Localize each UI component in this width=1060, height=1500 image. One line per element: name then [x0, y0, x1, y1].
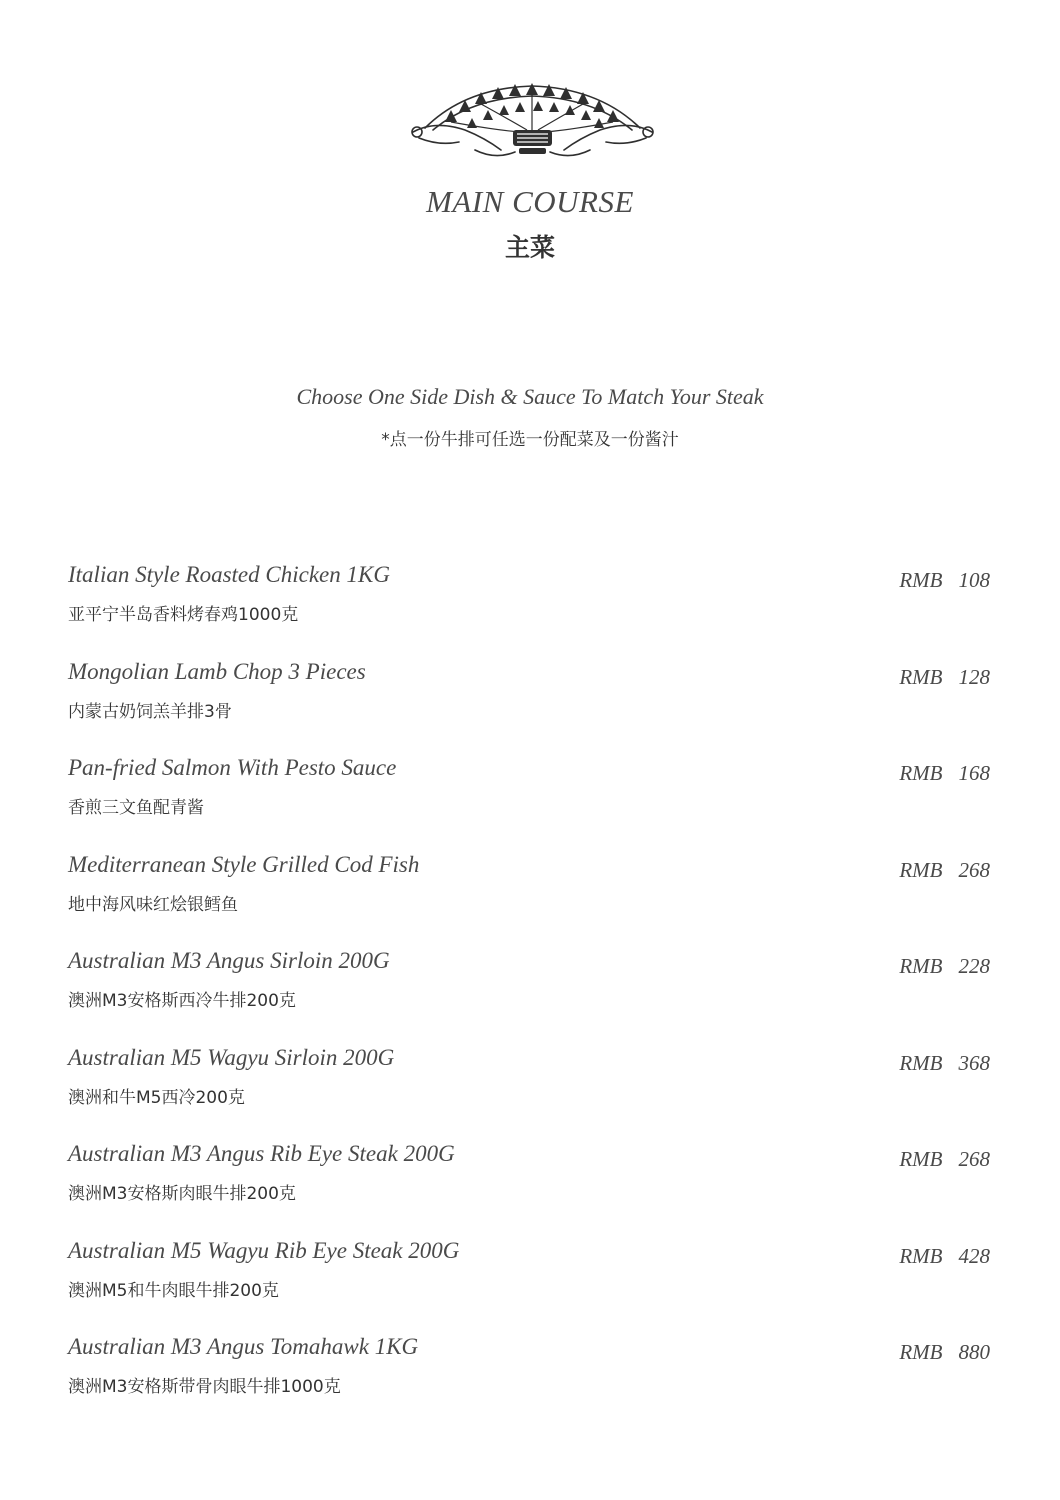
dish-name-chinese: 澳洲M3安格斯肉眼牛排200克	[68, 1184, 296, 1204]
price-value: 428	[958, 1243, 990, 1268]
dish-price	[899, 568, 990, 593]
price-value: 108	[958, 568, 990, 592]
dish-name: Australian M3 Angus Tomahawk 1KG	[68, 1334, 419, 1359]
price-value: 268	[958, 857, 990, 882]
menu-item	[68, 562, 992, 659]
side-dish-note-chinese: *点一份牛排可任选一份配菜及一份酱汁	[381, 430, 679, 450]
currency-label: RMB	[899, 954, 943, 978]
dish-name: Australian M5 Wagyu Sirloin 200G	[68, 1044, 395, 1070]
dish-price	[899, 1340, 990, 1365]
menu-item	[68, 659, 992, 756]
currency-label: RMB	[899, 568, 943, 592]
floral-crest-ornament-icon	[405, 80, 660, 170]
dish-name-chinese: 澳洲M5和牛肉眼牛排200克	[68, 1280, 279, 1301]
menu-list	[68, 562, 992, 1431]
menu-item	[68, 1141, 992, 1238]
currency-label: RMB	[899, 761, 943, 785]
menu-item	[68, 1238, 992, 1335]
dish-price	[899, 665, 990, 690]
price-value: 268	[958, 1147, 990, 1171]
dish-name-chinese: 澳洲M3安格斯西冷牛排200克	[68, 991, 296, 1011]
price-value: 128	[958, 664, 990, 689]
price-value: 228	[958, 954, 990, 978]
page-title: MAIN COURSE	[426, 184, 634, 219]
dish-name: Australian M5 Wagyu Rib Eye Steak 200G	[68, 1237, 460, 1263]
dish-price	[899, 858, 990, 883]
dish-price	[899, 1244, 990, 1269]
dish-name: Australian M3 Angus Sirloin 200G	[68, 948, 390, 973]
price-value: 880	[958, 1340, 990, 1364]
dish-price	[899, 954, 990, 979]
currency-label: RMB	[899, 857, 943, 882]
dish-name-chinese: 澳洲和牛M5西冷200克	[68, 1087, 245, 1108]
menu-item	[68, 1334, 992, 1431]
page-title-chinese: 主菜	[504, 233, 555, 262]
currency-label: RMB	[899, 1340, 943, 1364]
dish-name: Mongolian Lamb Chop 3 Pieces	[68, 658, 366, 684]
dish-price	[899, 1147, 990, 1172]
side-dish-note: Choose One Side Dish & Sauce To Match Your Steak	[296, 384, 764, 409]
currency-label: RMB	[899, 1147, 943, 1171]
currency-label: RMB	[899, 1243, 943, 1268]
dish-name: Mediterranean Style Grilled Cod Fish	[68, 851, 420, 877]
dish-price	[899, 761, 990, 786]
dish-name: Pan-fried Salmon With Pesto Sauce	[68, 755, 397, 780]
menu-item	[68, 948, 992, 1045]
price-value: 368	[958, 1050, 990, 1075]
dish-name-chinese: 亚平宁半岛香料烤春鸡1000克	[68, 605, 299, 625]
dish-name-chinese: 香煎三文鱼配青酱	[68, 798, 204, 818]
dish-name: Italian Style Roasted Chicken 1KG	[68, 562, 390, 587]
dish-name-chinese: 澳洲M3安格斯带骨肉眼牛排1000克	[68, 1377, 341, 1397]
dish-name-chinese: 地中海风味红烩银鳕鱼	[68, 894, 238, 915]
dish-name: Australian M3 Angus Rib Eye Steak 200G	[68, 1141, 455, 1166]
menu-item	[68, 852, 992, 949]
dish-name-chinese: 内蒙古奶饲羔羊排3骨	[68, 701, 232, 722]
dish-price	[899, 1051, 990, 1076]
menu-item	[68, 1045, 992, 1142]
menu-item	[68, 755, 992, 852]
currency-label: RMB	[899, 1050, 943, 1075]
currency-label: RMB	[899, 664, 943, 689]
price-value: 168	[958, 761, 990, 785]
